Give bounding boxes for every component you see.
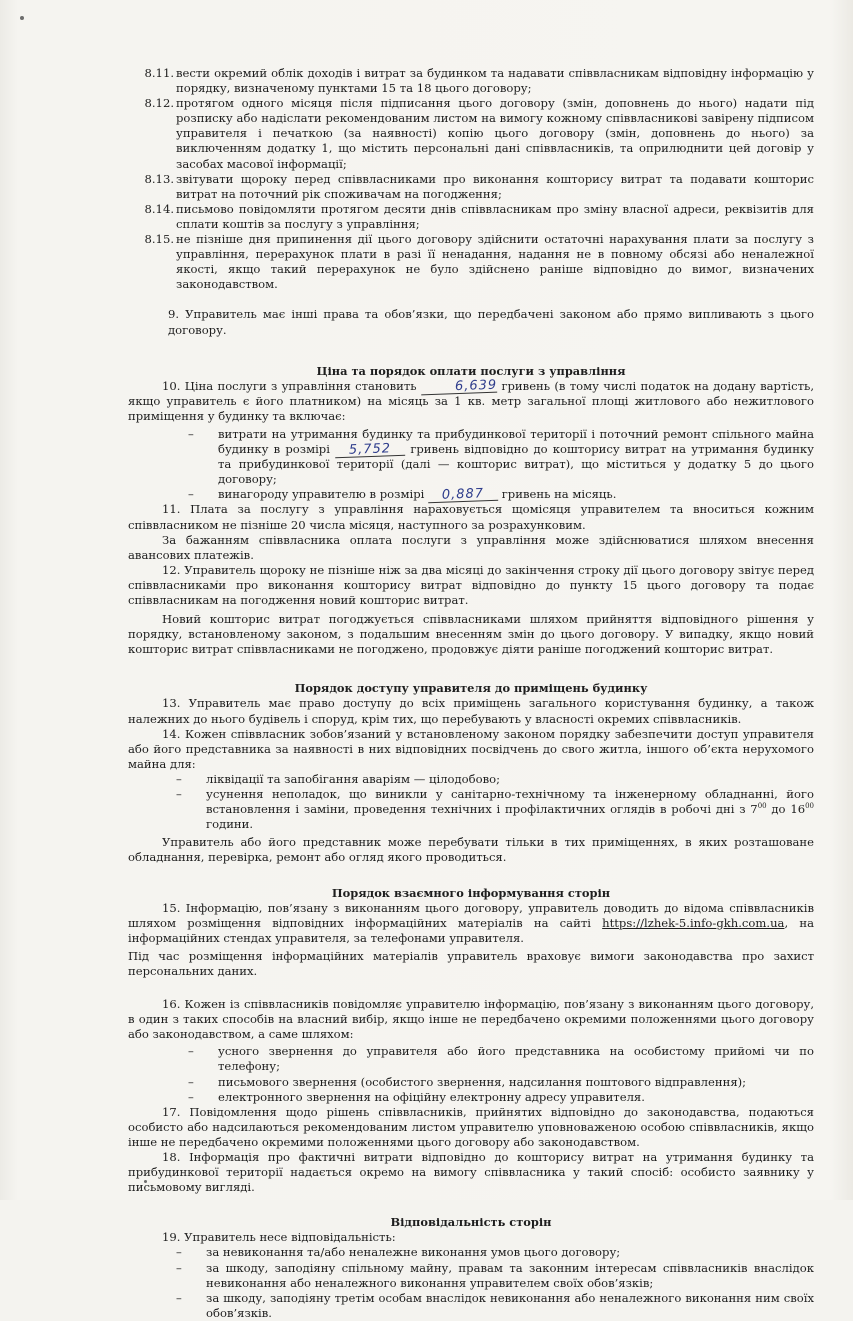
- handwritten-fee: 0,887: [428, 488, 498, 503]
- section-heading-responsibility: Відповідальність сторін: [390, 1215, 552, 1230]
- list-item: 8.13. звітувати щороку перед співвласниками про виконання кошторису витрат та подавати кошторис витрат на поточний рік споживачам на погодження;: [144, 171, 814, 201]
- paragraph-17: 17. Повідомлення щодо рішень співвласників, прийнятих відповідно до законодавства, подаються особисто або надсилаються рекомендованим листом управителю уповноваженою особою співвласників, якщо інше не передбачено окремими положеннями цього договору або законодавством.: [128, 1104, 814, 1149]
- scan-speck: [20, 16, 24, 20]
- list-item: 8.12. протягом одного місяця після підписання цього договору (змін, доповнень до нього) надати під розписку або надіслати рекомендованим листом на вимогу кожному співвласникові завірену підписом управителя і печаткою (за наявності) копію цього договору (змін, доповнень до нього) за виключенням додатку 1, що містить персональні дані співвласників, та оприлюднити цей договір у засобах масової інформації;: [144, 96, 814, 171]
- list-item: 8.15. не пізніше дня припинення дії цього договору здійснити остаточні нарахування плати за послугу з управління, перерахунок плати в разі її ненадання, надання не в повному обсязі або неналежної якості, якщо такий перерахунок не було здійснено раніше відповідно до вимог, визначених законодавством.: [144, 232, 814, 292]
- paragraph-10: 10. Ціна послуги з управління становить 6,639 гривень (в тому числі податок на додану вартість, якщо управитель є його платником) на місяць за 1 кв. метр загальної площі житлового або нежитлового приміщення у будинку та включає:: [128, 377, 815, 423]
- notification-method-item: – усного звернення до управителя або його представника на особистому прийомі чи по телефону;: [188, 1044, 814, 1074]
- responsibility-item: – за невиконання та/або неналежне виконання умов цього договору;: [176, 1245, 621, 1260]
- paragraph-19: 19. Управитель несе відповідальність:: [162, 1230, 396, 1245]
- access-purpose-item: – ліквідації та запобігання аваріям — цілодобово;: [176, 771, 501, 786]
- price-component-item: – винагороду управителю в розмірі 0,887 гривень на місяць.: [188, 486, 617, 504]
- responsibility-item: – за шкоду, заподіяну спільному майну, правам та законним інтересам співвласників внаслідок невиконання або неналежного виконання управителем своїх обов’язків;: [176, 1260, 814, 1290]
- paragraph-11: 11. Плата за послугу з управління нараховується щомісяця управителем та вноситься кожним співвласником не пізніше 20 числа місяця, наступного за розрахунковим.: [128, 502, 814, 532]
- paragraph-15: 15. Інформацію, пов’язану з виконанням цього договору, управитель доводить до відома співвласників шляхом розміщення відповідних інформаційних матеріалів на сайті https://lzhek-5.info-gkh.com.ua, на інформаційних стендах управителя, за телефонами управителя.: [128, 900, 814, 945]
- paragraph-15-privacy: Під час розміщення інформаційних матеріалів управитель враховує вимоги законодавства про захист персональних даних.: [128, 948, 814, 978]
- paragraph-9: 9. Управитель має інші права та обов’язки, що передбачені законом або прямо випливають з цього договору.: [168, 307, 814, 337]
- handwritten-maintenance-cost: 5,752: [335, 443, 405, 458]
- paragraph-12: 12. Управитель щороку не пізніше ніж за два місяці до закінчення строку дії цього договору звітує перед співвласниками про виконання кошторису витрат відповідно до пункту 15 цього договору та подає співвласникам на погодження новий кошторис витрат.: [128, 562, 814, 607]
- list-item: 8.11. вести окремий облік доходів і витрат за будинком та надавати співвласникам відповідну інформацію у порядку, визначеному пунктами 15 та 18 цього договору;: [144, 66, 814, 96]
- obligations-list: [128, 66, 814, 292]
- paragraph-16: 16. Кожен із співвласників повідомляє управителю інформацію, пов’язану з виконанням цього договору, в один з таких способів на власний вибір, якщо інше не передбачено окремими положеннями цього договору або законодавством, а саме шляхом:: [128, 997, 814, 1042]
- document-body: [128, 66, 814, 1321]
- paragraph-11-advance: За бажанням співвласника оплата послуги з управління може здійснюватися шляхом внесення авансових платежів.: [128, 532, 814, 562]
- section-heading-price: Ціна та порядок оплати послуги з управління: [316, 363, 626, 378]
- website-link[interactable]: https://lzhek-5.info-gkh.com.ua: [602, 915, 785, 930]
- responsibility-item: – за шкоду, заподіяну третім особам внаслідок невиконання або неналежного виконання ним своїх обов’язків.: [176, 1290, 814, 1320]
- price-component-item: – витрати на утримання будинку та прибудинкової території і поточний ремонт спільного майна будинку в розмірі 5,752 гривень відповідно до кошторису витрат на утримання будинку та прибудинкової території (далі — кошторис витрат), що міститься у додатку 5 до цього договору;: [188, 426, 814, 487]
- paragraph-14-presence: Управитель або його представник може перебувати тільки в тих приміщеннях, в яких розташоване обладнання, перевірка, ремонт або огляд якого проводиться.: [128, 835, 814, 865]
- handwritten-price: 6,639: [421, 379, 498, 395]
- paragraph-14: 14. Кожен співвласник зобов’язаний у встановленому законом порядку забезпечити доступ управителя або його представника за наявності в них відповідних посвідчень до свого житла, іншого об’єкта нерухомого майна для:: [128, 726, 814, 771]
- access-purpose-item: – усунення неполадок, що виникли у санітарно-технічному та інженерному обладнанні, його встановлення і заміни, проведення технічних і профілактичних оглядів в робочі дні з $7^{00}$ до $16^{00}$ години.: [176, 787, 814, 832]
- notification-method-item: – електронного звернення на офіційну електронну адресу управителя.: [188, 1089, 645, 1104]
- section-heading-information: Порядок взаємного інформування сторін: [331, 885, 611, 900]
- section-heading-access: Порядок доступу управителя до приміщень будинку: [294, 681, 648, 696]
- paragraph-13: 13. Управитель має право доступу до всіх приміщень загального користування будинку, а також належних до нього будівель і споруд, крім тих, що перебувають у власності окремих співвласників.: [128, 696, 814, 726]
- list-item: 8.14. письмово повідомляти протягом десяти днів співвласникам про зміну власної адреси, реквізитів для сплати коштів за послугу з управління;: [144, 201, 814, 231]
- paragraph-12-new-estimate: Новий кошторис витрат погоджується співвласниками шляхом прийняття відповідного рішення у порядку, встановленому законом, з подальшим внесенням змін до цього договору. У випадку, якщо новий кошторис витрат співвласниками не погоджено, продовжує діяти раніше погоджений кошторис витрат.: [128, 612, 814, 657]
- notification-method-item: – письмового звернення (особистого звернення, надсилання поштового відправлення);: [188, 1074, 747, 1089]
- paragraph-18: 18. Інформація про фактичні витрати відповідно до кошторису витрат на утримання будинку та прибудинкової території надається окремо на вимогу співвласника у такий спосіб: особисто заявнику у письмовому вигляді.: [128, 1150, 814, 1195]
